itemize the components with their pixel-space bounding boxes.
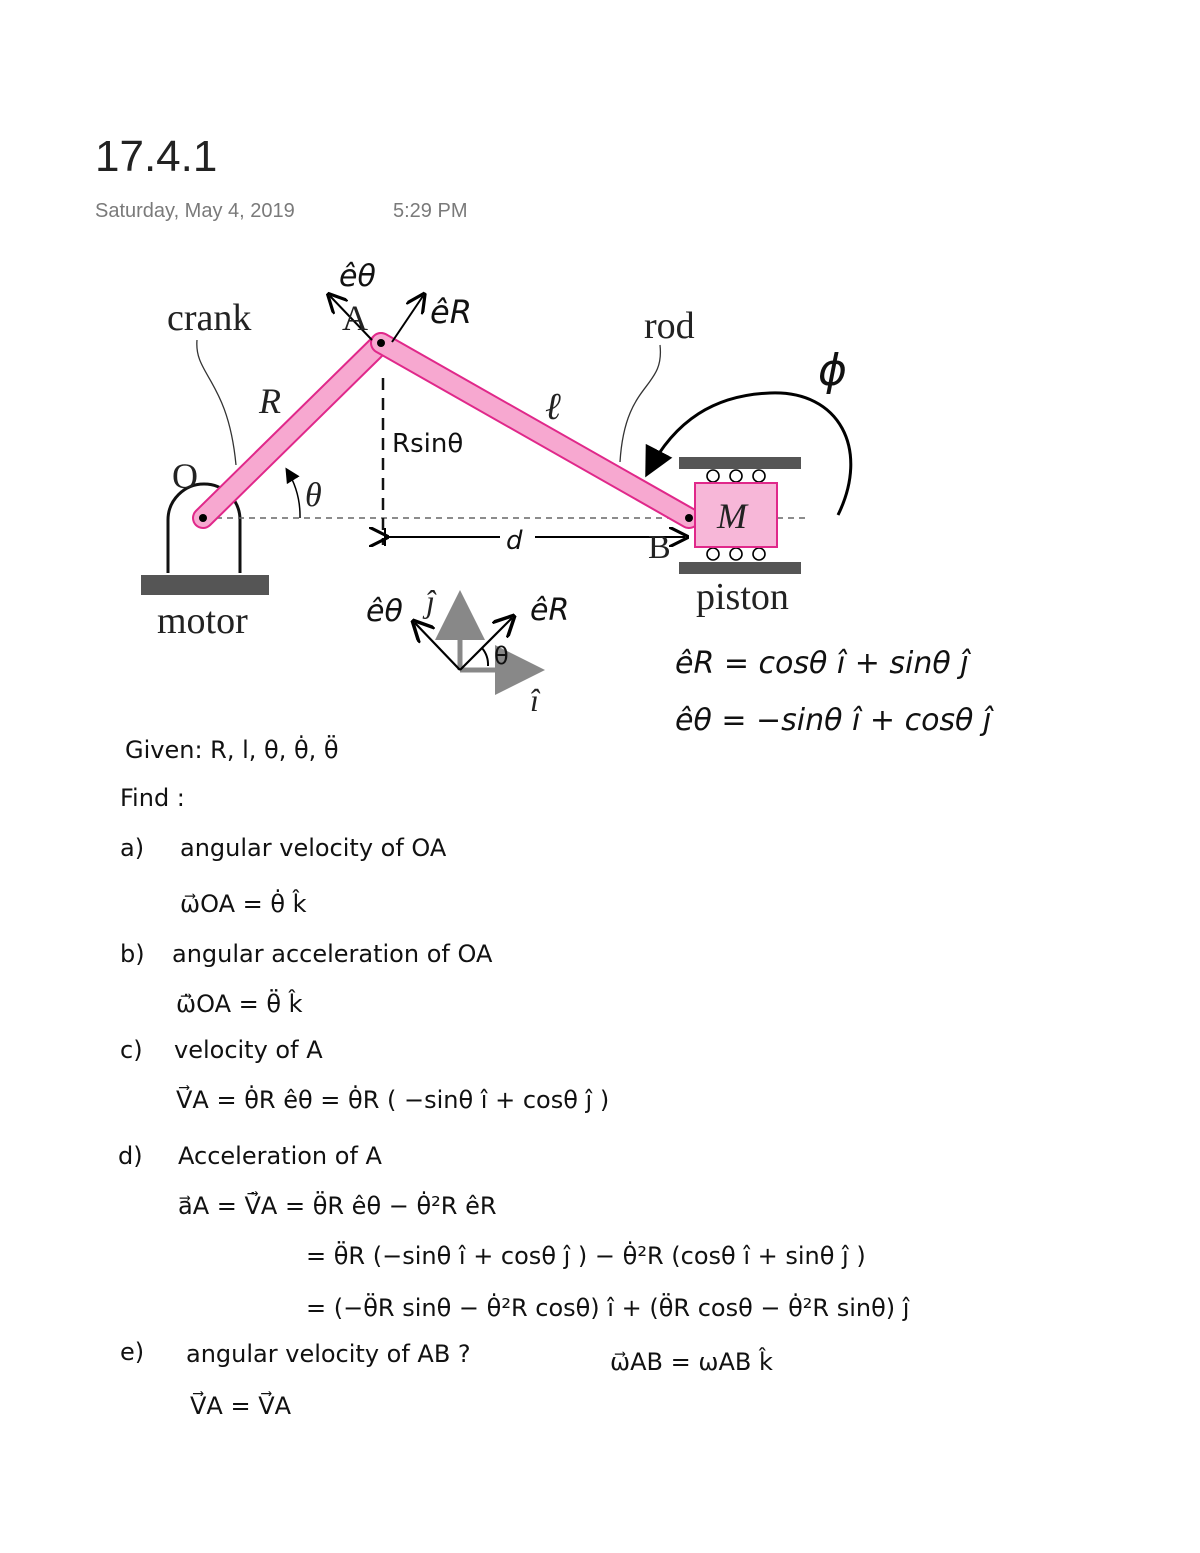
eq-etheta: êθ = −sinθ î + cosθ ĵ: [675, 703, 992, 738]
label-M: M: [717, 496, 747, 536]
part-a-eq: ω⃗OA = θ̇ k̂: [180, 890, 307, 918]
label-l: ℓ: [545, 386, 561, 428]
label-phi: ϕ: [818, 345, 848, 396]
given-line: Given: R, l, θ, θ̇, θ̈: [125, 736, 339, 764]
part-a-label: a): [120, 834, 145, 862]
part-b-eq: ω̇⃗OA = θ̈ k̂: [176, 990, 303, 1018]
part-e-side: ω⃗AB = ωAB k̂: [610, 1348, 773, 1376]
part-e-label: e): [120, 1338, 145, 1366]
label-crank: crank: [167, 297, 252, 339]
label-B: B: [648, 529, 671, 566]
label-O: O: [172, 456, 198, 496]
label-theta: θ: [305, 477, 322, 514]
part-d-label: d): [118, 1142, 143, 1170]
find-line: Find :: [120, 784, 185, 812]
pin-O: [199, 514, 207, 522]
label-A: A: [342, 298, 368, 338]
part-e-text: angular velocity of AB ?: [186, 1340, 471, 1368]
e-r-arrow: [392, 296, 423, 342]
crank-leader: [197, 340, 236, 465]
page-date: Saturday, May 4, 2019: [95, 200, 295, 222]
pin-A: [377, 339, 385, 347]
part-d-eq3: = (−θ̈R sinθ − θ̇²R cosθ) î + (θ̈R cosθ − θ̇²R sinθ) ĵ: [306, 1294, 910, 1322]
part-d-eq2: = θ̈R (−sinθ î + cosθ ĵ ) − θ̇²R (cosθ î + sinθ ĵ ): [306, 1242, 866, 1270]
part-e-eq: V⃗A = V⃗A: [190, 1392, 292, 1420]
part-c-text: velocity of A: [174, 1036, 323, 1064]
rod-leader: [620, 345, 660, 462]
label-e-r-frame: êR: [530, 593, 570, 628]
label-j: ĵ: [426, 583, 435, 619]
theta-arc: [287, 470, 300, 518]
label-i: î: [530, 682, 539, 718]
part-a-text: angular velocity of OA: [180, 834, 447, 862]
part-b-label: b): [120, 940, 145, 968]
part-d-text: Acceleration of A: [178, 1142, 382, 1170]
d-dimension: [385, 528, 685, 546]
page-title: 17.4.1: [95, 132, 218, 181]
part-c-eq: V⃗A = θ̇R êθ = θ̇R ( −sinθ î + cosθ ĵ ): [176, 1086, 610, 1114]
part-b-text: angular acceleration of OA: [172, 940, 493, 968]
label-R: R: [259, 381, 281, 421]
label-motor: motor: [157, 600, 248, 642]
label-e-theta-top: êθ: [339, 259, 376, 294]
label-rsin: Rsinθ: [392, 429, 464, 459]
part-c-label: c): [120, 1036, 143, 1064]
label-theta-frame: θ: [494, 642, 509, 670]
label-piston: piston: [696, 576, 789, 618]
part-d-eq1: a⃗A = V̇⃗A = θ̈R êθ − θ̇²R êR: [178, 1192, 497, 1220]
label-e-r-top: êR: [430, 293, 472, 331]
label-e-theta-frame: êθ: [366, 594, 403, 629]
crank-link: [203, 343, 381, 518]
pin-B: [685, 514, 693, 522]
handwritten-notes: [118, 646, 994, 1420]
page-time: 5:29 PM: [393, 200, 468, 222]
label-d: d: [506, 526, 523, 556]
eq-er: êR = cosθ î + sinθ ĵ: [675, 646, 969, 681]
label-rod: rod: [644, 305, 695, 347]
